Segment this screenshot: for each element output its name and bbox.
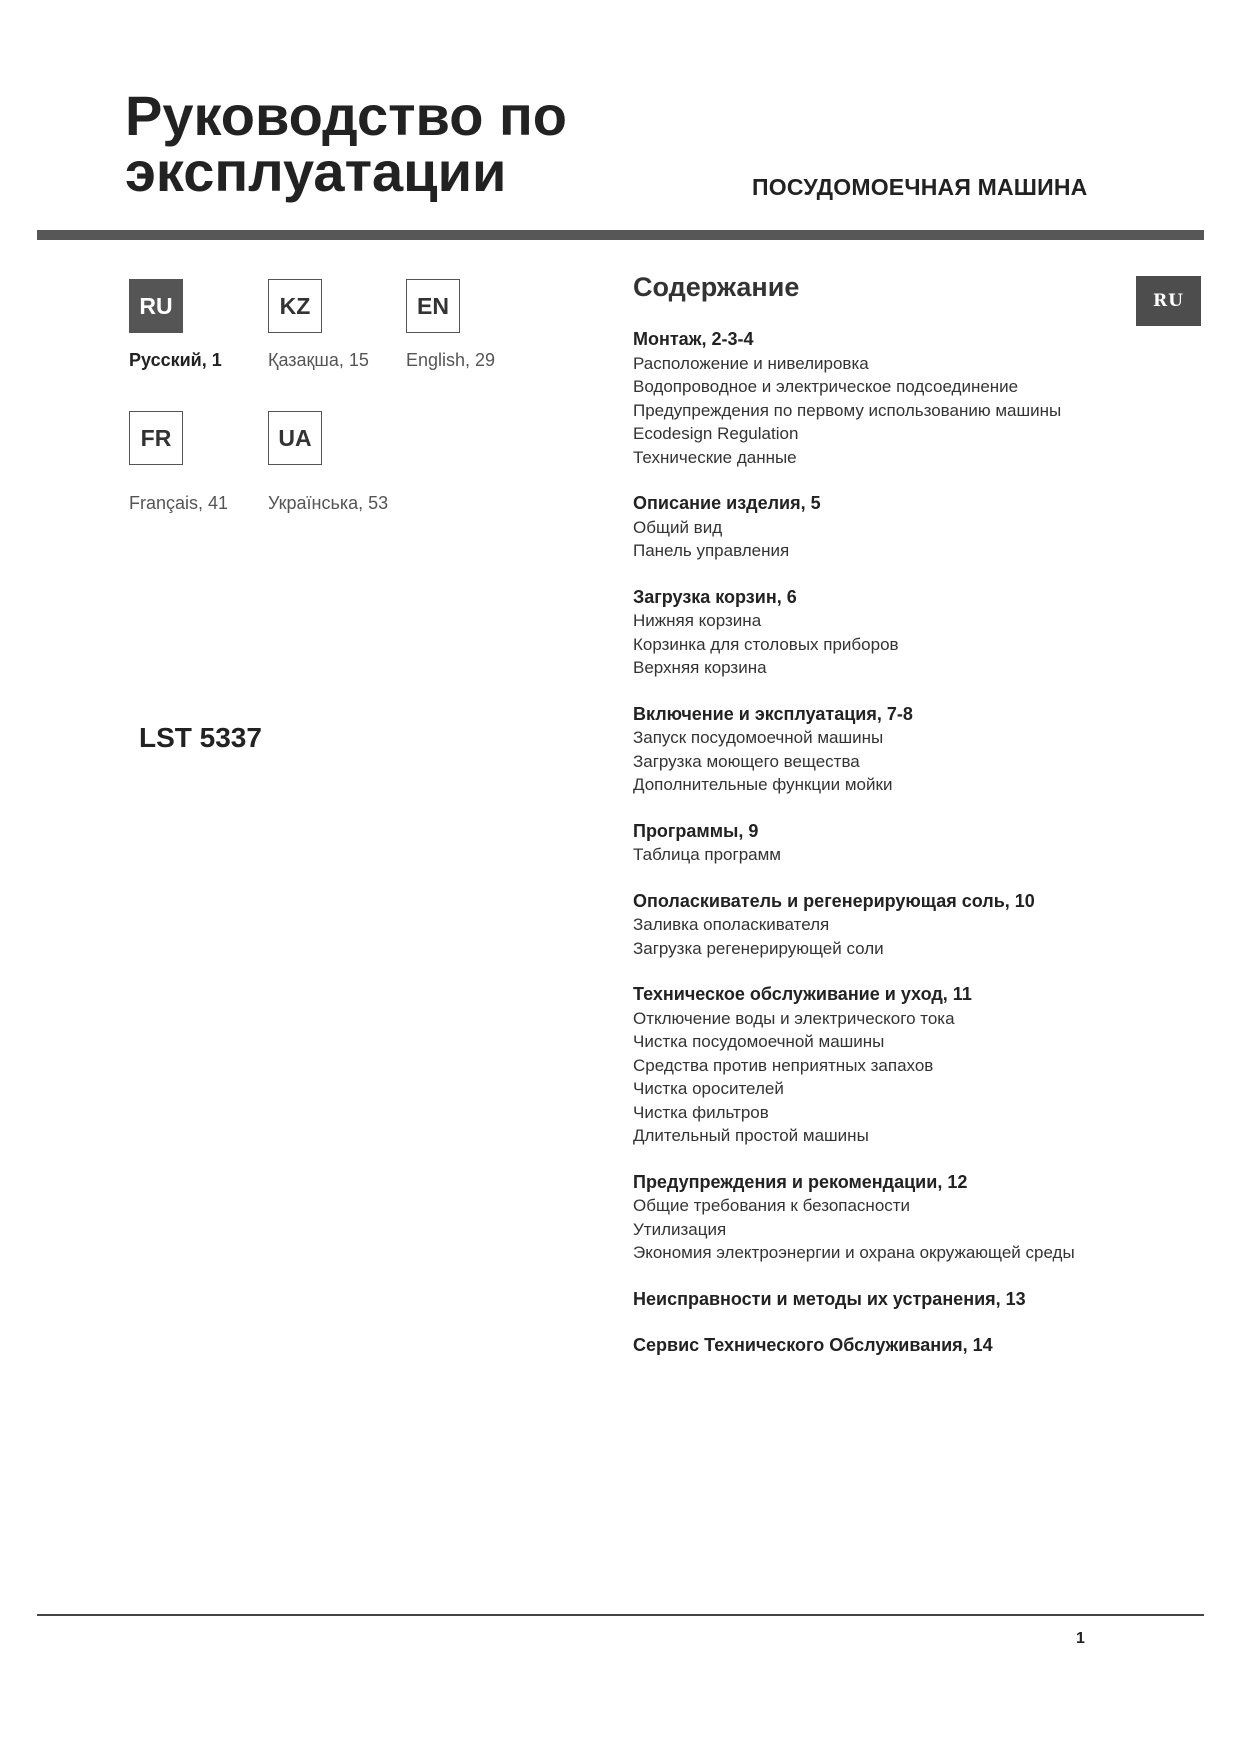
toc-item[interactable]: Корзинка для столовых приборов xyxy=(633,634,899,654)
toc-item[interactable]: Предупреждения по первому использованию машины xyxy=(633,400,1062,420)
toc-item[interactable]: Ecodesign Regulation xyxy=(633,424,799,443)
toc-item[interactable]: Расположение и нивелировка xyxy=(633,353,869,373)
language-link-ua[interactable]: Українська, 53 xyxy=(268,493,389,513)
toc-item[interactable]: Заливка ополаскивателя xyxy=(633,915,830,934)
toc-section-heading[interactable]: Неисправности и методы их устранения, 13 xyxy=(633,1288,1026,1309)
language-link-fr[interactable]: Français, 41 xyxy=(129,493,229,513)
language-link-kz[interactable]: Қазақша, 15 xyxy=(268,350,369,370)
toc-section-heading[interactable]: Техническое обслуживание и уход, 11 xyxy=(633,984,972,1004)
toc-item[interactable]: Загрузка регенерирующей соли xyxy=(633,938,884,958)
toc-item[interactable]: Загрузка моющего вещества xyxy=(633,751,860,771)
toc-item[interactable]: Чистка оросителей xyxy=(633,1079,784,1098)
language-link-ru[interactable]: Русский, 1 xyxy=(129,350,222,370)
page-title xyxy=(125,84,568,203)
table-of-contents xyxy=(633,328,1133,1381)
language-button-fr[interactable]: FR xyxy=(129,411,183,465)
toc-item[interactable]: Длительный простой машины xyxy=(633,1126,869,1145)
toc-item[interactable]: Технические данные xyxy=(633,447,797,467)
toc-section xyxy=(633,890,1133,961)
page-title-line-2: эксплуатации xyxy=(125,140,507,203)
toc-section xyxy=(633,1171,1133,1265)
toc-section-heading[interactable]: Предупреждения и рекомендации, 12 xyxy=(633,1171,968,1192)
toc-section-heading[interactable]: Сервис Технического Обслуживания, 14 xyxy=(633,1335,993,1355)
toc-item[interactable]: Нижняя корзина xyxy=(633,611,762,630)
toc-item[interactable]: Запуск посудомоечной машины xyxy=(633,728,884,747)
toc-section xyxy=(633,586,1133,680)
toc-item[interactable]: Общие требования к безопасности xyxy=(633,1196,911,1215)
toc-section xyxy=(633,820,1133,867)
toc-section xyxy=(633,1288,1133,1312)
toc-item[interactable]: Экономия электроэнергии и охрана окружающей среды xyxy=(633,1243,1075,1262)
toc-section xyxy=(633,703,1133,797)
toc-item[interactable]: Дополнительные функции мойки xyxy=(633,775,893,794)
toc-item[interactable]: Общий вид xyxy=(633,517,723,537)
toc-item[interactable]: Утилизация xyxy=(633,1219,727,1239)
language-button-en[interactable]: EN xyxy=(406,279,460,333)
model-number: LST 5337 xyxy=(139,722,262,753)
toc-section-heading[interactable]: Программы, 9 xyxy=(633,820,759,841)
page-number: 1 xyxy=(1076,1630,1085,1647)
toc-item[interactable]: Панель управления xyxy=(633,541,790,560)
toc-item[interactable]: Водопроводное и электрическое подсоединение xyxy=(633,377,1019,396)
toc-section-heading[interactable]: Монтаж, 2-3-4 xyxy=(633,329,754,349)
language-button-ru[interactable]: RU xyxy=(129,279,183,333)
toc-item[interactable]: Верхняя корзина xyxy=(633,658,767,677)
toc-section-heading[interactable]: Включение и эксплуатация, 7-8 xyxy=(633,703,913,724)
page-title-line-1: Руководство по xyxy=(125,84,568,147)
toc-item[interactable]: Таблица программ xyxy=(633,845,781,864)
toc-section xyxy=(633,983,1133,1148)
toc-section xyxy=(633,492,1133,563)
toc-section-heading[interactable]: Описание изделия, 5 xyxy=(633,493,821,513)
toc-title: Содержание xyxy=(633,272,800,302)
toc-section xyxy=(633,328,1133,469)
language-button-ua[interactable]: UA xyxy=(268,411,322,465)
language-button-kz[interactable]: KZ xyxy=(268,279,322,333)
toc-section xyxy=(633,1334,1133,1358)
toc-section-heading[interactable]: Ополаскиватель и регенерирующая соль, 10 xyxy=(633,890,1035,911)
header-divider xyxy=(37,230,1204,240)
toc-item[interactable]: Чистка посудомоечной машины xyxy=(633,1032,885,1051)
toc-item[interactable]: Чистка фильтров xyxy=(633,1102,769,1122)
toc-item[interactable]: Средства против неприятных запахов xyxy=(633,1055,934,1075)
product-subtitle: ПОСУДОМОЕЧНАЯ МАШИНА xyxy=(752,174,1088,200)
toc-item[interactable]: Отключение воды и электрического тока xyxy=(633,1008,955,1028)
language-side-tab: RU xyxy=(1136,276,1201,326)
language-link-en[interactable]: English, 29 xyxy=(406,350,496,370)
toc-section-heading[interactable]: Загрузка корзин, 6 xyxy=(633,586,797,607)
footer-divider xyxy=(37,1614,1204,1616)
